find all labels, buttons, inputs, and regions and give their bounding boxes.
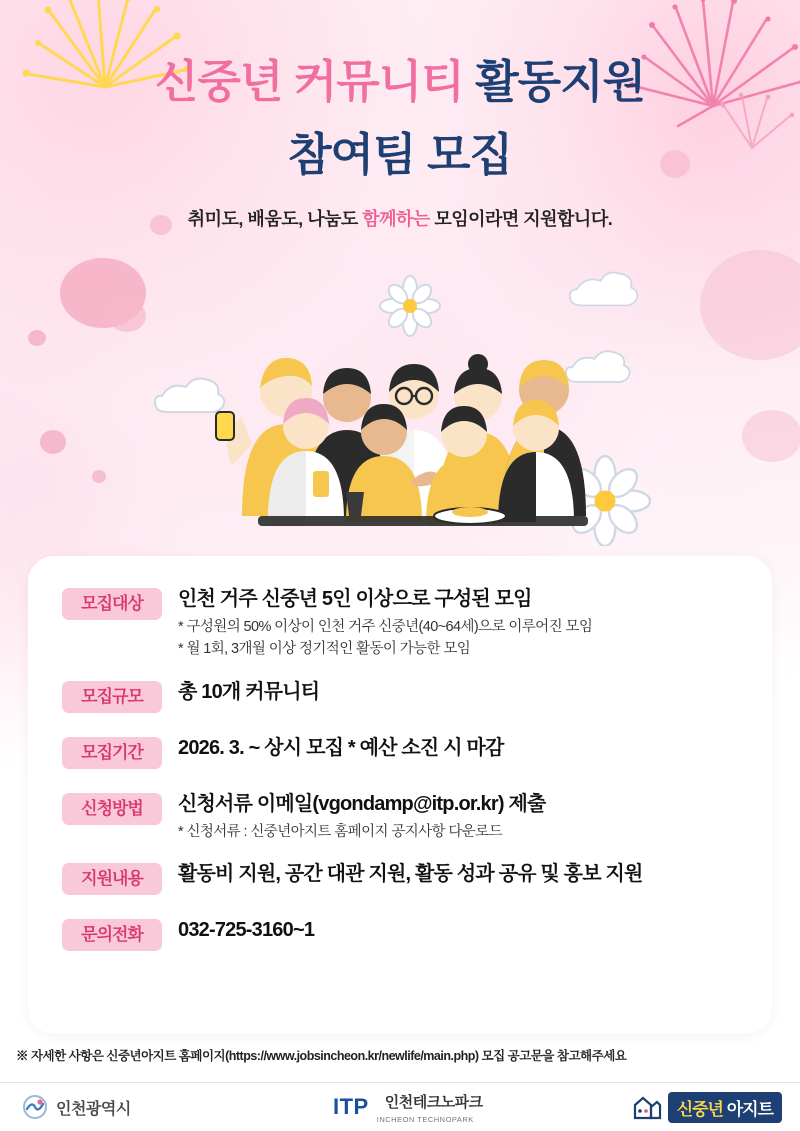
tagline-pre: 취미도, 배움도, 나눔도 (187, 208, 363, 229)
row-sub-line: * 구성원의 50% 이상이 인천 거주 신중년(40~64세)으로 이루어진 모임 (178, 619, 593, 635)
decorative-blob (700, 250, 800, 360)
incheon-label: 인천광역시 (56, 1100, 131, 1118)
title-pink-part: 신중년 커뮤니티 (154, 56, 464, 107)
incheon-city-mark-icon (22, 1094, 48, 1120)
info-row-recruit-scale (62, 679, 752, 713)
row-tag: 모집기간 (62, 737, 162, 769)
row-main-text: 인천 거주 신중년 5인 이상으로 구성된 모임 (178, 588, 532, 610)
azit-badge (668, 1092, 782, 1123)
info-row-contact-phone (62, 917, 752, 951)
row-sub-line: * 월 1회, 3개월 이상 정기적인 활동이 가능한 모임 (178, 640, 471, 657)
title-navy-part: 활동지원 (475, 56, 646, 107)
decorative-blob (92, 470, 106, 483)
row-main-text: 신청서류 이메일(vgondamp@itp.or.kr) 제출 (178, 792, 546, 815)
poster-header (0, 56, 800, 231)
row-main-text: 활동비 지원, 공간 대관 지원, 활동 성과 공유 및 홍보 지원 (178, 863, 643, 886)
footer-logos (0, 1082, 800, 1131)
logo-incheon (22, 1094, 131, 1120)
group-people-illustration (150, 266, 670, 546)
row-main-text: 2026. 3. ~ 상시 모집 * 예산 소진 시 마감 (178, 736, 504, 759)
tagline (0, 205, 800, 231)
itp-english-name: INCHEON TECHNOPARK (376, 1114, 474, 1124)
info-card (28, 556, 772, 1034)
page-subtitle-heading: 참여팀 모집 (288, 128, 512, 180)
row-main-text: 032-725-3160~1 (178, 919, 315, 942)
row-sub-line: * 신청서류 : 신중년아지트 홈페이지 공지사항 다운로드 (178, 823, 502, 840)
azit-house-icon (632, 1094, 662, 1120)
row-tag: 모집규모 (62, 681, 162, 713)
decorative-blob (742, 410, 800, 462)
itp-mark: ITP (333, 1094, 369, 1119)
itp-korean-name: 인천테크노파크 (384, 1093, 483, 1111)
row-tag: 문의전화 (62, 919, 162, 951)
azit-badge-post: 아지트 (726, 1099, 773, 1119)
info-rows (62, 586, 752, 959)
decorative-blob (28, 330, 46, 346)
info-row-recruit-target (62, 586, 752, 661)
info-row-recruit-period (62, 735, 752, 769)
row-tag: 신청방법 (62, 793, 162, 825)
decorative-blob (108, 300, 146, 332)
row-tag: 지원내용 (62, 863, 162, 895)
info-row-apply-method (62, 791, 752, 844)
page-title (0, 56, 800, 108)
info-row-support-content (62, 861, 752, 895)
row-tag: 모집대상 (62, 588, 162, 620)
footnote-text: ※ 자세한 사항은 신중년아지트 홈페이지(https://www.jobsincheon.kr/newlife/main.php) 모집 공고문을 참고해주세요 (16, 1049, 627, 1063)
logo-jobsincheon (632, 1092, 782, 1123)
logo-itp (333, 1091, 483, 1124)
tagline-post: 모임이라면 지원합니다. (429, 208, 613, 229)
azit-badge-pre: 신중년 (676, 1099, 723, 1119)
decorative-blob (40, 430, 66, 454)
row-sub-text (178, 617, 752, 661)
row-main-text: 총 10개 커뮤니티 (178, 680, 320, 703)
row-sub-text (178, 822, 752, 844)
tagline-highlight: 함께하는 (362, 208, 430, 229)
